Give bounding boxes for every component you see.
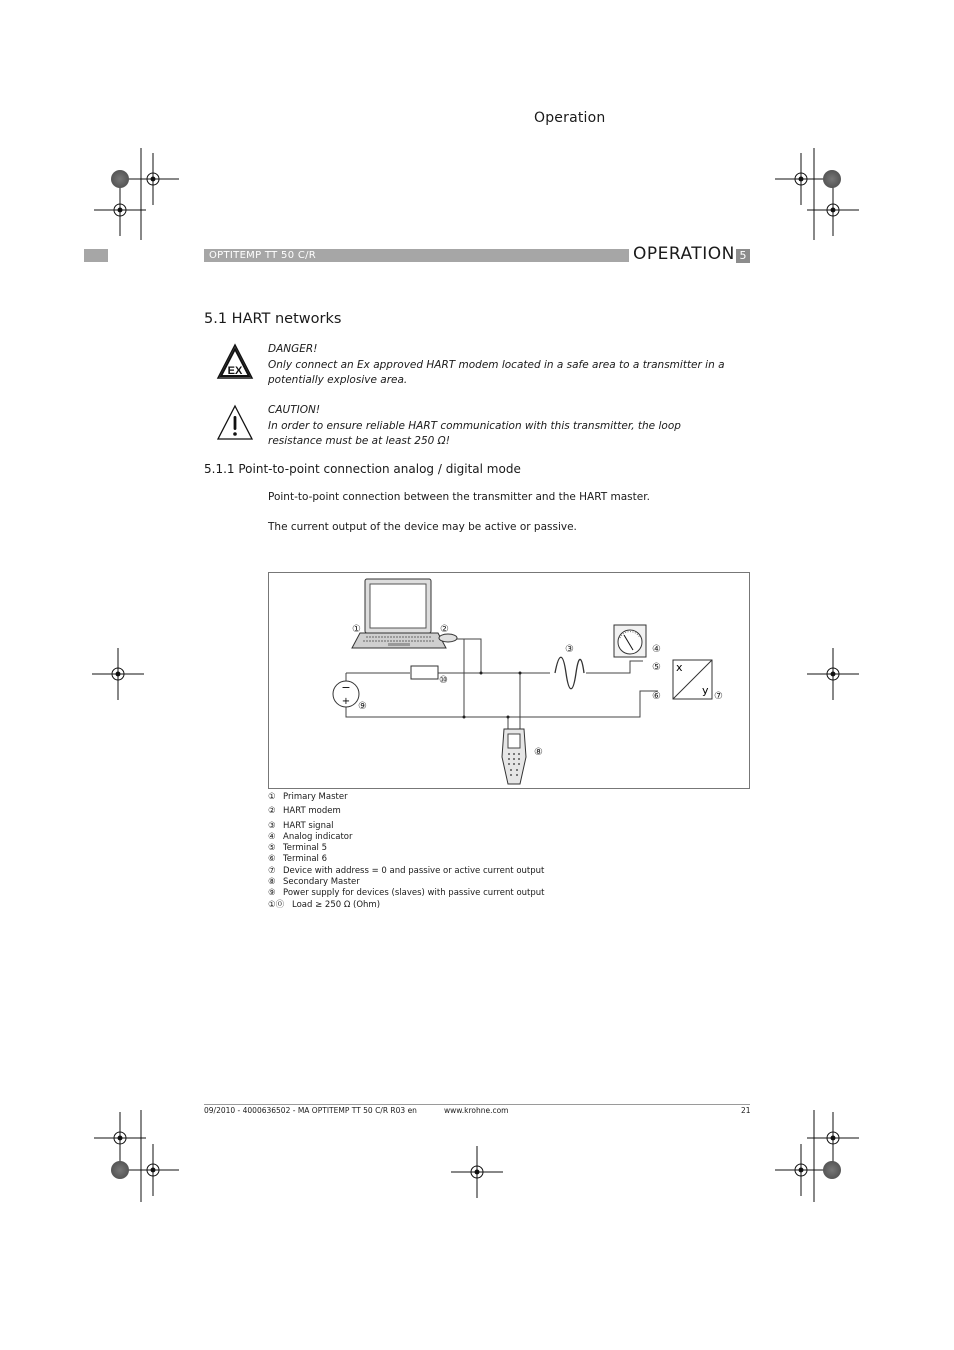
- analog-indicator-icon: [614, 625, 646, 657]
- callout-5: ⑤: [652, 662, 661, 673]
- section-title: 5.1 HART networks: [204, 311, 342, 327]
- crop-mark-mid-right: [807, 648, 859, 700]
- running-title: Operation: [534, 110, 606, 126]
- footer-url: www.krohne.com: [444, 1106, 509, 1115]
- power-supply-minus: −: [341, 681, 351, 694]
- header-chapter-number: 5: [736, 249, 750, 263]
- transmitter-y-label: y: [702, 684, 709, 697]
- crop-mark-top-left: [88, 148, 210, 240]
- legend-item: ⑧ Secondary Master: [268, 877, 360, 888]
- danger-text: Only connect an Ex approved HART modem located in a safe area to a transmitter in a potentially explosive area.: [268, 359, 725, 386]
- exclamation-warning-icon: [216, 404, 254, 442]
- danger-heading: DANGER!: [268, 343, 318, 355]
- power-supply-plus: +: [341, 696, 351, 707]
- footer-rule: [204, 1104, 750, 1105]
- crop-mark-bottom-center: [451, 1146, 503, 1198]
- callout-10: ⑩: [439, 675, 448, 686]
- page-number: 21: [741, 1106, 751, 1115]
- legend-item: ⑨ Power supply for devices (slaves) with passive current output: [268, 888, 545, 899]
- header-product: OPTITEMP TT 50 C/R: [209, 250, 317, 261]
- paragraph-2: The current output of the device may be active or passive.: [268, 521, 577, 533]
- crop-mark-bottom-right: [775, 1110, 859, 1202]
- callout-1: ①: [352, 624, 361, 635]
- callout-8: ⑧: [534, 747, 543, 758]
- subsection-title: 5.1.1 Point-to-point connection analog / digital mode: [204, 462, 521, 476]
- modem-icon: [439, 634, 457, 642]
- callout-3: ③: [565, 644, 574, 655]
- legend-item: ⑥ Terminal 6: [268, 854, 328, 865]
- legend-item: ① Primary Master: [268, 792, 348, 802]
- crop-mark-mid-left: [92, 648, 144, 700]
- callout-2: ②: [440, 624, 449, 635]
- load-resistor: [411, 666, 438, 679]
- legend-item: ③ HART signal: [268, 820, 334, 831]
- paragraph-1: Point-to-point connection between the transmitter and the HART master.: [268, 491, 650, 503]
- legend-item: ⑤ Terminal 5: [268, 843, 328, 854]
- legend-item: ①⓪ Load ≥ 250 Ω (Ohm): [268, 899, 381, 910]
- callout-9: ⑨: [358, 701, 367, 712]
- legend-item: ④ Analog indicator: [268, 831, 353, 842]
- caution-heading: CAUTION!: [268, 404, 321, 416]
- crop-mark-top-right: [775, 148, 859, 240]
- legend-item: ⑦ Device with address = 0 and passive or active current output: [268, 865, 545, 876]
- transmitter-box: [673, 660, 712, 699]
- callout-4: ④: [652, 644, 661, 655]
- header-bar-left: [84, 249, 108, 262]
- caution-text: In order to ensure reliable HART communication with this transmitter, the loop resistance must be at least 250 Ω!: [268, 420, 681, 447]
- transmitter-x-label: x: [676, 661, 683, 674]
- header-chapter: OPERATION: [633, 244, 735, 264]
- ex-warning-icon: [216, 343, 254, 381]
- crop-mark-bottom-left: [94, 1110, 179, 1202]
- ex-label: EX: [227, 365, 243, 377]
- hart-connection-diagram: [268, 572, 750, 789]
- legend-item: ② HART modem: [268, 806, 341, 817]
- footer-document-id: 09/2010 - 4000636502 - MA OPTITEMP TT 50 C/R R03 en: [204, 1106, 417, 1115]
- diagram-legend: [268, 792, 544, 911]
- power-supply-icon: [333, 681, 359, 707]
- callout-6: ⑥: [652, 691, 661, 702]
- callout-7: ⑦: [714, 691, 723, 702]
